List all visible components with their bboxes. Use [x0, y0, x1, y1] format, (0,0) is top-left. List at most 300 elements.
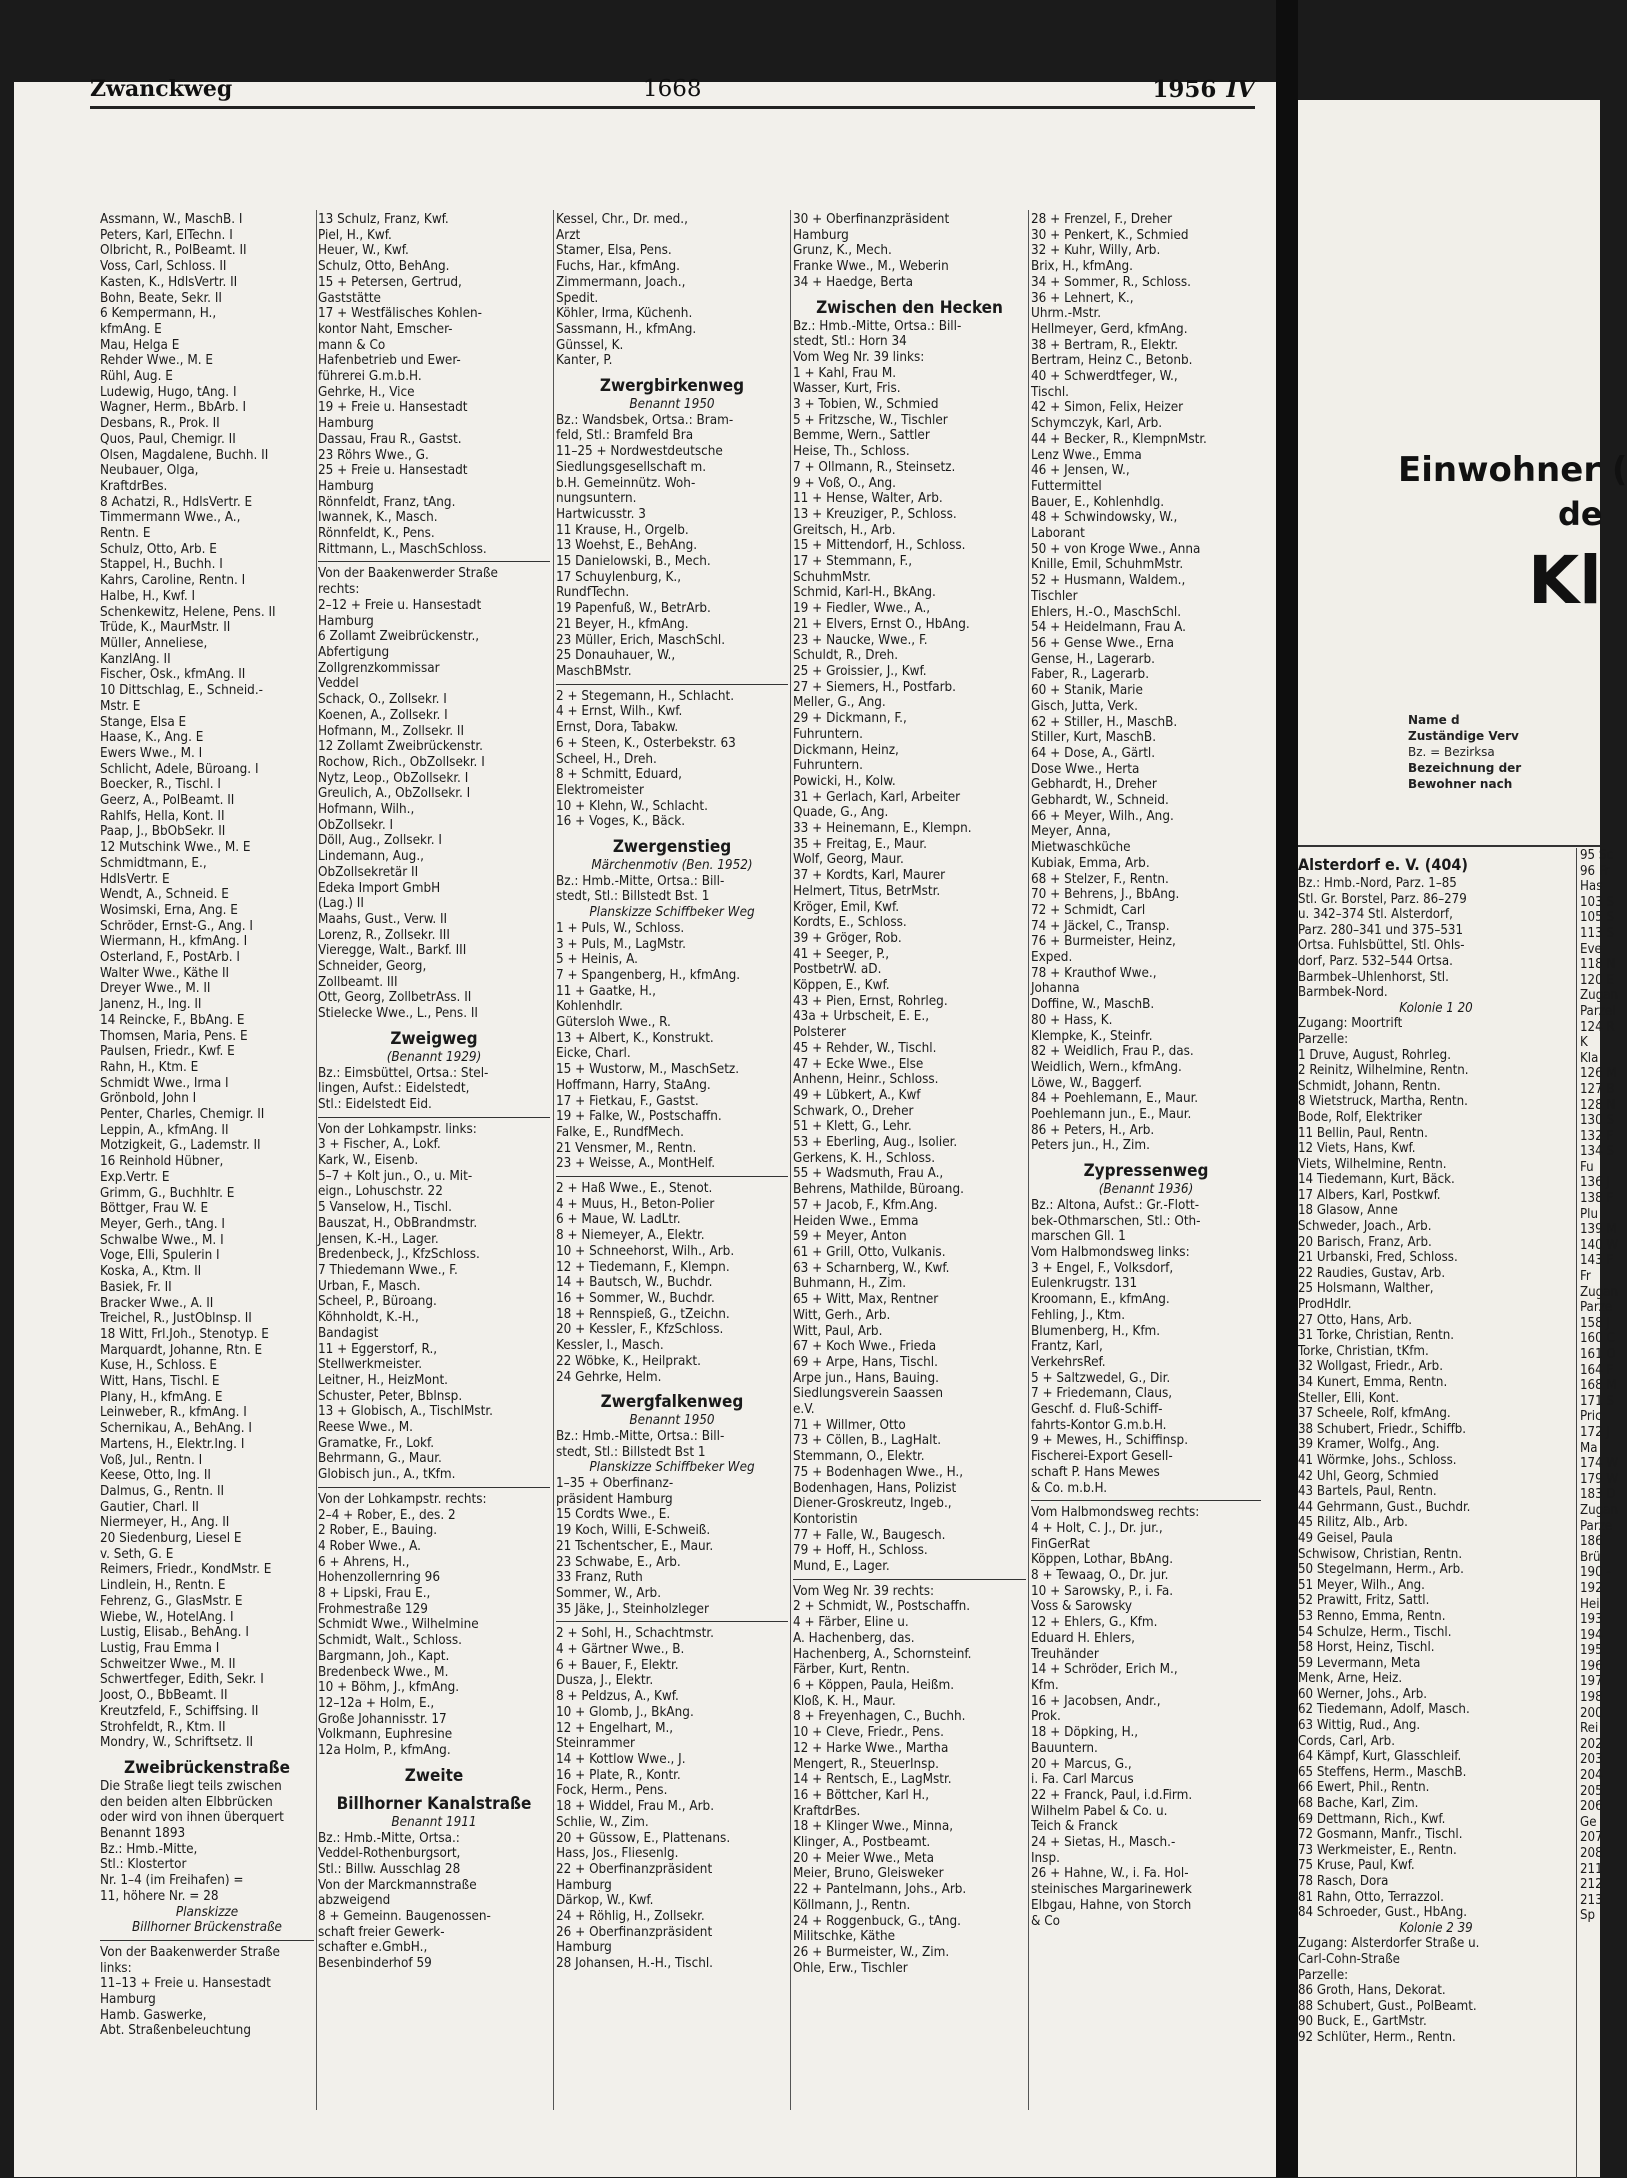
directory-entry: Timmermann Wwe., A., [100, 510, 241, 526]
directory-entry: 18 Witt, Frl.Joh., Stenotyp. E [100, 1326, 269, 1342]
directory-entry: Hamburg [556, 1877, 612, 1893]
directory-entry: 211 [1580, 1861, 1603, 1877]
directory-entry: Gisch, Jutta, Verk. [1031, 698, 1138, 714]
plan-note: Billhorner Brückenstraße [132, 1920, 282, 1936]
directory-entry: 16 + Böttcher, Karl H., [793, 1787, 930, 1803]
directory-entry: 207 [1580, 1830, 1603, 1846]
directory-entry: Köhler, Irma, Küchenh. [556, 306, 693, 322]
street-meta: Benannt 1950 [629, 397, 715, 413]
directory-entry: Fehling, J., Ktm. [1031, 1307, 1126, 1323]
directory-entry: Urban, F., Masch. [318, 1278, 421, 1294]
directory-entry: 15 + Wustorw, M., MaschSetz. [556, 1062, 740, 1078]
directory-entry: 16 + Voges, K., Bäck. [556, 814, 686, 830]
directory-entry: Bredenbeck, J., KfzSchloss. [318, 1247, 480, 1263]
directory-entry: Spedit. [556, 290, 599, 306]
directory-entry: 90 Buck, E., GartMstr. [1298, 2014, 1427, 2030]
directory-entry: 17 Schuylenburg, K., [556, 569, 682, 585]
directory-entry: Ehlers, H.-O., MaschSchl. [1031, 604, 1182, 620]
directory-entry: Ernst, Dora, Tabakw. [556, 720, 679, 736]
directory-entry: Därkop, W., Kwf. [556, 1893, 654, 1909]
directory-entry: Siedlungsverein Saassen [793, 1386, 944, 1402]
directory-entry: Trüde, K., MaurMstr. II [100, 620, 231, 636]
directory-entry: 78 + Krauthof Wwe., [1031, 965, 1157, 981]
directory-entry: 49 Geisel, Paula [1298, 1530, 1393, 1546]
directory-entry: 23 Müller, Erich, MaschSchl. [556, 632, 726, 648]
directory-entry: Heiden Wwe., Emma [793, 1213, 919, 1229]
directory-entry: Köhnholdt, K.-H., [318, 1310, 419, 1326]
directory-entry: & Co. m.b.H. [1031, 1480, 1108, 1496]
directory-entry: 126 M [1580, 1066, 1617, 1082]
directory-entry: 183 D [1580, 1487, 1616, 1503]
directory-entry: Schwalbe Wwe., M. I [100, 1232, 224, 1248]
directory-entry: 2 Reinitz, Wilhelmine, Rentn. [1298, 1063, 1469, 1079]
directory-entry: 20 + Marcus, G., [1031, 1756, 1132, 1772]
directory-entry: 24 + Roggenbuck, G., tAng. [793, 1913, 961, 1929]
directory-entry: Kuse, H., Schloss. E [100, 1358, 217, 1374]
directory-entry: 14 Reincke, F., BbAng. E [100, 1012, 245, 1028]
directory-entry: Schulz, Otto, Arb. E [100, 541, 217, 557]
directory-entry: 186 [1580, 1534, 1603, 1550]
directory-entry: Wiermann, H., kfmAng. I [100, 934, 248, 950]
legend-line: Zuständige Verv [1408, 729, 1519, 743]
directory-entry: 6 + Köppen, Paula, Heißm. [793, 1677, 955, 1693]
directory-entry: Voß, Jul., Rentn. I [100, 1452, 203, 1468]
directory-entry: Wosimski, Erna, Ang. E [100, 902, 238, 918]
section-divider [100, 1940, 314, 1941]
page-number: 1668 [643, 76, 702, 102]
section-divider [318, 1487, 550, 1488]
directory-entry: 23 + Weisse, A., MontHelf. [556, 1156, 716, 1172]
directory-entry: 14 + Rentsch, E., LagMstr. [793, 1772, 952, 1788]
directory-entry: Olbricht, R., PolBeamt. II [100, 243, 247, 259]
directory-entry: Hohenzollernring 96 [318, 1570, 441, 1586]
directory-entry: Fischerei-Export Gesell- [1031, 1449, 1173, 1465]
directory-entry: Treichel, R., JustOblnsp. II [100, 1311, 252, 1327]
directory-entry: 103 S [1580, 894, 1614, 910]
directory-entry: 200 [1580, 1705, 1603, 1721]
directory-entry: Stl.: Klostertor [100, 1857, 187, 1873]
directory-entry: 78 Rasch, Dora [1298, 1874, 1389, 1889]
directory-entry: Globisch jun., A., tKfm. [318, 1467, 456, 1483]
right-page-big-title: Kl [1528, 542, 1602, 619]
directory-entry: Lorenz, R., Zollsekr. III [318, 927, 450, 943]
directory-entry: 43a + Urbscheit, E. E., [793, 1009, 930, 1025]
directory-entry: 22 + Pantelmann, Johs., Arb. [793, 1882, 967, 1898]
directory-entry: 71 + Willmer, Otto [793, 1417, 906, 1433]
directory-entry: 36 + Lehnert, K., [1031, 290, 1134, 306]
directory-entry: Quade, G., Ang. [793, 805, 889, 821]
directory-entry: 16 + Plate, R., Kontr. [556, 1767, 681, 1783]
directory-entry: Heuer, W., Kwf. [318, 243, 409, 259]
directory-entry: Leinweber, R., kfmAng. I [100, 1405, 247, 1421]
street-meta: Benannt 1911 [391, 1814, 477, 1830]
directory-entry: dorf, Parz. 532–544 Ortsa. [1298, 953, 1453, 969]
directory-entry: Osterland, F., PostArb. I [100, 950, 240, 966]
directory-entry: MaschBMstr. [556, 663, 632, 679]
directory-entry: Kröger, Emil, Kwf. [793, 899, 900, 915]
directory-entry: Rahlfs, Hella, Kont. II [100, 808, 225, 824]
directory-entry: Rönnfeldt, Franz, tAng. [318, 494, 456, 510]
directory-entry: 81 Rahn, Otto, Terrazzol. [1298, 1889, 1444, 1905]
directory-entry: Militschke, Käthe [793, 1929, 896, 1945]
directory-entry: 128 N [1580, 1097, 1616, 1113]
directory-entry: schafter e.GmbH., [318, 1940, 428, 1956]
directory-entry: 39 + Gröger, Rob. [793, 930, 902, 946]
directory-entry: A. Hachenberg, das. [793, 1630, 915, 1646]
directory-entry: 23 + Naucke, Wwe., F. [793, 632, 928, 648]
directory-entry: 158 J [1580, 1315, 1610, 1331]
street-meta: (Benannt 1929) [386, 1049, 482, 1065]
directory-entry: 25 + Freie u. Hansestadt [318, 463, 468, 479]
directory-entry: 198 [1580, 1690, 1603, 1706]
directory-entry: Klempke, K., Steinfr. [1031, 1028, 1153, 1044]
directory-entry: 12 + Engelhart, M., [556, 1720, 674, 1736]
directory-entry: Von der Lohkampstr. rechts: [318, 1491, 487, 1507]
directory-entry: Vom Halbmondsweg rechts: [1031, 1505, 1200, 1521]
directory-entry: Joost, O., BbBeamt. II [100, 1688, 228, 1704]
directory-entry: 195 [1580, 1643, 1603, 1659]
directory-entry: Bertram, Heinz C., Betonb. [1031, 353, 1193, 369]
directory-entry: Mengert, R., SteuerInsp. [793, 1756, 939, 1772]
directory-entry: 57 + Jacob, F., Kfm.Ang. [793, 1197, 938, 1213]
directory-entry: 41 + Seeger, P., [793, 946, 890, 962]
directory-entry: fahrts-Kontor G.m.b.H. [1031, 1417, 1167, 1433]
directory-entry: Dreyer Wwe., M. II [100, 981, 211, 997]
directory-entry: Schmidt, Walt., Schloss. [318, 1633, 463, 1649]
directory-entry: Kohlenhdlr. [556, 999, 623, 1015]
directory-entry: Gehrke, H., Vice [318, 384, 415, 400]
directory-entry: 4 + Ernst, Wilh., Kwf. [556, 704, 683, 720]
directory-entry: 20 + Meier Wwe., Meta [793, 1850, 934, 1866]
directory-entry: abzweigend [318, 1893, 391, 1909]
directory-entry: Treuhänder [1031, 1646, 1099, 1662]
directory-entry: Meier, Bruno, Gleisweker [793, 1866, 944, 1882]
directory-entry: Sp [1580, 1908, 1596, 1924]
directory-entry: Elektromeister [556, 782, 644, 798]
directory-entry: Fehrenz, G., GlasMstr. E [100, 1593, 243, 1609]
directory-entry: Haase, K., Ang. E [100, 730, 204, 746]
directory-entry: Bohn, Beate, Sekr. II [100, 290, 222, 306]
plan-note: Planskizze Schiffbeker Weg [589, 905, 755, 921]
directory-entry: Gramatke, Fr., Lokf. [318, 1435, 435, 1451]
directory-entry: Bargmann, Joh., Kapt. [318, 1648, 450, 1664]
directory-entry: Von der Marckmannstraße [318, 1877, 477, 1893]
directory-entry: 19 Papenfuß, W., BetrArb. [556, 601, 711, 617]
directory-entry: Steller, Elli, Kont. [1298, 1390, 1400, 1406]
directory-entry: 3 + Engel, F., Volksdorf, [1031, 1260, 1174, 1276]
directory-entry: Hofmann, M., Zollsekr. II [318, 723, 465, 739]
directory-entry: Stappel, H., Buchh. I [100, 557, 223, 573]
directory-entry: 44 + Becker, R., KlempnMstr. [1031, 431, 1207, 447]
directory-entry: Mondry, W., Schriftsetz. II [100, 1735, 254, 1751]
directory-entry: Köppen, E., Kwf. [793, 978, 890, 994]
directory-entry: Vom Halbmondsweg links: [1031, 1245, 1190, 1260]
directory-entry: 161 O [1580, 1347, 1616, 1362]
directory-entry: Wilhelm Pabel & Co. u. [1031, 1803, 1168, 1819]
directory-entry: 7 + Ollmann, R., Steinsetz. [793, 459, 956, 475]
street-heading: Zwergbirkenweg [599, 376, 745, 397]
directory-entry: Geschf. d. Fluß-Schiff- [1031, 1402, 1163, 1418]
directory-entry: 134 S [1580, 1144, 1614, 1160]
directory-entry: 96 Fr [1580, 863, 1610, 879]
directory-entry: 42 Uhl, Georg, Schmied [1298, 1468, 1439, 1484]
directory-entry: Schmid, Karl-H., BkAng. [793, 585, 936, 601]
directory-entry: Fuhruntern. [793, 758, 864, 774]
directory-entry: Zollbeamt. III [318, 974, 398, 990]
directory-entry: 12 Mutschink Wwe., M. E [100, 840, 251, 856]
directory-entry: schaft P. Hans Mewes [1031, 1464, 1160, 1480]
directory-entry: 35 + Freitag, E., Maur. [793, 836, 927, 852]
directory-entry: 8 + Peldzus, A., Kwf. [556, 1689, 679, 1705]
directory-entry: Hei [1580, 1596, 1600, 1612]
directory-entry: 6 + Ahrens, H., [318, 1554, 410, 1570]
directory-entry: Stielecke Wwe., L., Pens. II [318, 1006, 478, 1022]
directory-entry: Exp.Vertr. E [100, 1169, 170, 1185]
directory-entry: 16 Reinhold Hübner, [100, 1154, 224, 1170]
street-heading: Zweite [404, 1765, 464, 1786]
directory-entry: Eve [1580, 941, 1602, 957]
directory-entry: 84 Schroeder, Gust., HbAng. [1298, 1905, 1468, 1921]
directory-entry: Vom Weg Nr. 39 links: [793, 349, 925, 365]
directory-entry: K [1580, 1035, 1588, 1051]
directory-entry: 130 S [1580, 1113, 1614, 1129]
directory-entry: Lustig, Frau Emma I [100, 1640, 220, 1656]
directory-entry: Zimmermann, Joach., [556, 274, 686, 290]
directory-entry: 55 + Wadsmuth, Frau A., [793, 1166, 944, 1182]
directory-entry: feld, Stl.: Bramfeld Bra [556, 428, 694, 444]
street-meta: (Benannt 1936) [1098, 1182, 1194, 1198]
directory-entry: Arzt [556, 227, 581, 243]
legend-line: Bewohner nach [1408, 777, 1513, 791]
directory-entry: 15 Danielowski, B., Mech. [556, 554, 711, 570]
directory-entry: Köppen, Lothar, BbAng. [1031, 1552, 1174, 1568]
directory-entry: VerkehrsRef. [1031, 1354, 1106, 1370]
directory-entry: 105 S [1580, 910, 1614, 926]
directory-entry: Hamburg [318, 416, 374, 432]
directory-entry: Uhrm.-Mstr. [1031, 306, 1102, 322]
directory-entry: Bz.: Hmb.-Mitte, Ortsa.: [318, 1830, 460, 1846]
directory-entry: Kreutzfeld, F., Schiffsing. II [100, 1703, 259, 1719]
directory-entry: 25 + Groissier, J., Kwf. [793, 663, 927, 679]
directory-entry: 56 + Gense Wwe., Erna [1031, 635, 1174, 651]
directory-entry: Laborant [1031, 526, 1085, 542]
directory-entry: Dose Wwe., Herta [1031, 761, 1140, 777]
directory-entry: 4 + Gärtner Wwe., B. [556, 1642, 685, 1658]
directory-entry: 2 + Sohl, H., Schachtmstr. [556, 1626, 714, 1642]
directory-entry: 46 + Jensen, W., [1031, 463, 1130, 479]
directory-entry: Schmidt Wwe., Wilhelmine [318, 1617, 479, 1633]
directory-entry: Powicki, H., Kolw. [793, 773, 896, 789]
directory-entry: Boecker, R., Tischl. I [100, 777, 221, 793]
directory-entry: 179 W [1580, 1471, 1619, 1487]
directory-entry: Grunz, K., Mech. [793, 243, 892, 259]
directory-entry: Von der Baakenwerder Straße [100, 1944, 280, 1960]
directory-entry: e.V. [793, 1402, 815, 1418]
directory-entry: Peters, Karl, ElTechn. I [100, 227, 233, 243]
directory-entry: Meyer, Gerh., tAng. I [100, 1217, 225, 1232]
directory-entry: Fuchs, Har., kfmAng. [556, 259, 680, 275]
directory-entry: Parzelle: [1298, 1031, 1349, 1047]
directory-entry: Dassau, Frau R., Gastst. [318, 431, 462, 447]
directory-entry: Schmidt, Johann, Rentn. [1298, 1078, 1441, 1094]
directory-entry: Menk, Arne, Heiz. [1298, 1671, 1403, 1687]
directory-entry: RundfTechn. [556, 585, 630, 601]
directory-entry: Johanna [1031, 981, 1080, 997]
directory-entry: 52 + Husmann, Waldem., [1031, 573, 1186, 589]
directory-entry: Kahrs, Caroline, Rentn. I [100, 573, 246, 589]
directory-entry: 17 + Fietkau, F., Gastst. [556, 1093, 699, 1109]
directory-entry: ObZollsekr. I [318, 817, 394, 833]
directory-entry: Schweitzer Wwe., M. II [100, 1656, 236, 1672]
directory-entry: 8 + Freyenhagen, C., Buchh. [793, 1709, 966, 1725]
directory-entry: Schneider, Georg, [318, 959, 427, 975]
legend-line: Bezeichnung der [1408, 761, 1522, 775]
volume: IV [1226, 76, 1255, 103]
directory-entry: Böttger, Frau W. E [100, 1201, 209, 1217]
directory-entry: 29 + Dickmann, F., [793, 711, 907, 727]
directory-entry: Grimm, G., Buchhltr. E [100, 1185, 235, 1201]
directory-entry: 82 + Weidlich, Frau P., das. [1031, 1044, 1194, 1060]
directory-entry: Anhenn, Heinr., Schloss. [793, 1072, 939, 1088]
directory-entry: Kontoristin [793, 1511, 858, 1527]
directory-entry: 68 Bache, Karl, Zim. [1298, 1796, 1419, 1812]
directory-entry: Kloß, K. H., Maur. [793, 1693, 896, 1709]
directory-entry: Hass, Jos., Fliesenlg. [556, 1846, 679, 1862]
directory-entry: Zugan [1580, 1502, 1618, 1518]
directory-entry: 5 + Fritzsche, W., Tischler [793, 412, 948, 428]
directory-entry: Hartwicusstr. 3 [556, 506, 646, 522]
directory-entry: 58 Horst, Heinz, Tischl. [1298, 1640, 1435, 1656]
directory-entry: Strohfeldt, R., Ktm. II [100, 1719, 226, 1735]
directory-entry: Barmbek-Nord. [1298, 985, 1388, 1001]
directory-entry: Ott, Georg, ZollbetrAss. II [318, 990, 472, 1006]
column-2 [318, 212, 550, 2112]
street-heading: Zwergfalkenweg [600, 1392, 744, 1413]
directory-entry: 26 + Burmeister, W., Zim. [793, 1944, 950, 1960]
directory-entry: rechts: [318, 582, 360, 598]
directory-entry: Franke Wwe., M., Weberin [793, 259, 949, 275]
directory-entry: den beiden alten Elbbrücken [100, 1794, 273, 1810]
directory-entry: Abt. Straßenbeleuchtung [100, 2023, 251, 2039]
directory-entry: Schmidt Wwe., Irma I [100, 1075, 229, 1091]
directory-entry: 12 Viets, Hans, Kwf. [1298, 1141, 1416, 1157]
directory-entry: Bode, Rolf, Elektriker [1298, 1109, 1423, 1125]
directory-entry: Plany, H., kfmAng. E [100, 1389, 223, 1405]
directory-entry: Bz.: Wandsbek, Ortsa.: Bram- [556, 412, 734, 428]
directory-entry: Dusza, J., Elektr. [556, 1673, 654, 1689]
directory-entry: 6 + Bauer, F., Elektr. [556, 1657, 679, 1673]
directory-entry: Stl.: Billw. Ausschlag 28 [318, 1861, 461, 1877]
directory-entry: Veddel-Rothenburgsort, [318, 1846, 461, 1862]
directory-entry: Veddel [318, 676, 359, 692]
directory-entry: Doffine, W., MaschB. [1031, 997, 1155, 1013]
directory-entry: Bredenbeck Wwe., M. [318, 1664, 449, 1680]
street-heading: Alsterdorf e. V. (404) [1298, 855, 1468, 874]
street-heading: Billhorner Kanalstraße [336, 1793, 532, 1814]
column-4 [793, 212, 1026, 2112]
directory-entry: Olsen, Magdalene, Buchh. II [100, 447, 269, 463]
directory-entry: 172 J [1580, 1424, 1610, 1440]
directory-entry: 20 Barisch, Franz, Arb. [1298, 1234, 1432, 1250]
directory-entry: KraftdrBes. [793, 1803, 861, 1819]
directory-entry: 1 + Puls, W., Schloss. [556, 920, 685, 936]
plan-note: Planskizze Schiffbeker Weg [589, 1460, 755, 1476]
directory-entry: Hamburg [556, 1940, 612, 1956]
directory-entry: Stl.: Eidelstedt Eid. [318, 1096, 432, 1112]
directory-entry: 67 + Koch Wwe., Frieda [793, 1339, 937, 1355]
column-1 [100, 212, 314, 2112]
directory-entry: Schwark, O., Dreher [793, 1103, 914, 1119]
section-divider [1031, 1500, 1261, 1501]
directory-entry: 14 Tiedemann, Kurt, Bäck. [1298, 1172, 1455, 1188]
directory-entry: Neubauer, Olga, [100, 463, 199, 479]
directory-entry: Kasten, K., HdlsVertr. II [100, 274, 238, 290]
directory-entry: Bandagist [318, 1325, 379, 1341]
directory-entry: 10 + Schneehorst, Wilh., Arb. [556, 1243, 735, 1259]
directory-entry: 192 [1580, 1580, 1603, 1596]
column-divider [316, 210, 317, 2110]
directory-entry: Insp. [1031, 1850, 1060, 1866]
directory-entry: 171 S [1580, 1393, 1614, 1409]
directory-entry: 17 Albers, Karl, Postkwf. [1298, 1187, 1441, 1203]
directory-entry: 2 Rober, E., Bauing. [318, 1523, 438, 1539]
directory-entry: Löwe, W., Baggerf. [1031, 1075, 1143, 1091]
directory-entry: 23 Röhrs Wwe., G. [318, 447, 429, 463]
directory-entry: 52 Prawitt, Fritz, Sattl. [1298, 1593, 1430, 1609]
directory-entry: Kessler, I., Masch. [556, 1338, 664, 1354]
directory-entry: 34 Kunert, Emma, Rentn. [1298, 1375, 1448, 1390]
directory-entry: Benannt 1893 [100, 1826, 186, 1842]
directory-entry: Torke, Christian, tKfm. [1298, 1343, 1429, 1359]
edition [1152, 76, 1255, 103]
directory-entry: 8 + Schmitt, Eduard, [556, 767, 682, 783]
column-3 [556, 212, 788, 2112]
directory-entry: 62 Tiedemann, Adolf, Masch. [1298, 1702, 1470, 1718]
directory-entry: Iwannek, K., Masch. [318, 510, 438, 526]
directory-entry: 10 + Glomb, J., BkAng. [556, 1704, 694, 1720]
directory-entry: 132 F [1580, 1128, 1614, 1144]
directory-entry: 12–12a + Holm, E., [318, 1695, 435, 1711]
directory-entry: Parze [1580, 1518, 1613, 1534]
directory-entry: Kessel, Chr., Dr. med., [556, 212, 688, 227]
directory-entry: Zugang: Alsterdorfer Straße u. [1298, 1936, 1480, 1952]
directory-entry: Meyer, Anna, [1031, 824, 1111, 840]
directory-entry: stedt, Stl.: Billstedt Bst. 1 [556, 889, 710, 905]
directory-entry: Schmidtmann, E., [100, 855, 207, 871]
directory-entry: 25 Donauhauer, W., [556, 648, 676, 664]
section-divider [318, 1117, 550, 1118]
directory-entry: Döll, Aug., Zollsekr. I [318, 833, 442, 849]
directory-entry: Prok. [1031, 1709, 1061, 1725]
directory-entry: Zugan [1580, 1284, 1618, 1300]
directory-entry: 18 + Döpking, H., [1031, 1725, 1139, 1741]
directory-entry: 61 + Grill, Otto, Vulkanis. [793, 1245, 946, 1260]
column-divider [1028, 210, 1029, 2110]
directory-entry: Carl-Cohn-Straße [1298, 1951, 1400, 1967]
book-gutter [1276, 0, 1298, 2177]
directory-entry: 5 + Saltzwedel, G., Dir. [1031, 1370, 1171, 1386]
directory-entry: 73 + Cöllen, B., LagHalt. [793, 1433, 942, 1449]
directory-entry: 28 + Frenzel, F., Dreher [1031, 212, 1173, 227]
street-heading: Zwergenstieg [612, 837, 732, 858]
directory-entry: 23 Schwabe, E., Arb. [556, 1554, 681, 1570]
directory-entry: Bodenhagen, Hans, Polizist [793, 1480, 957, 1496]
directory-entry: Parzel [1580, 1003, 1616, 1019]
directory-entry: Desbans, R., Prok. II [100, 416, 220, 432]
directory-entry: 19 + Freie u. Hansestadt [318, 400, 468, 416]
right-page [1298, 100, 1627, 2177]
directory-entry: Bemme, Wern., Sattler [793, 428, 930, 444]
